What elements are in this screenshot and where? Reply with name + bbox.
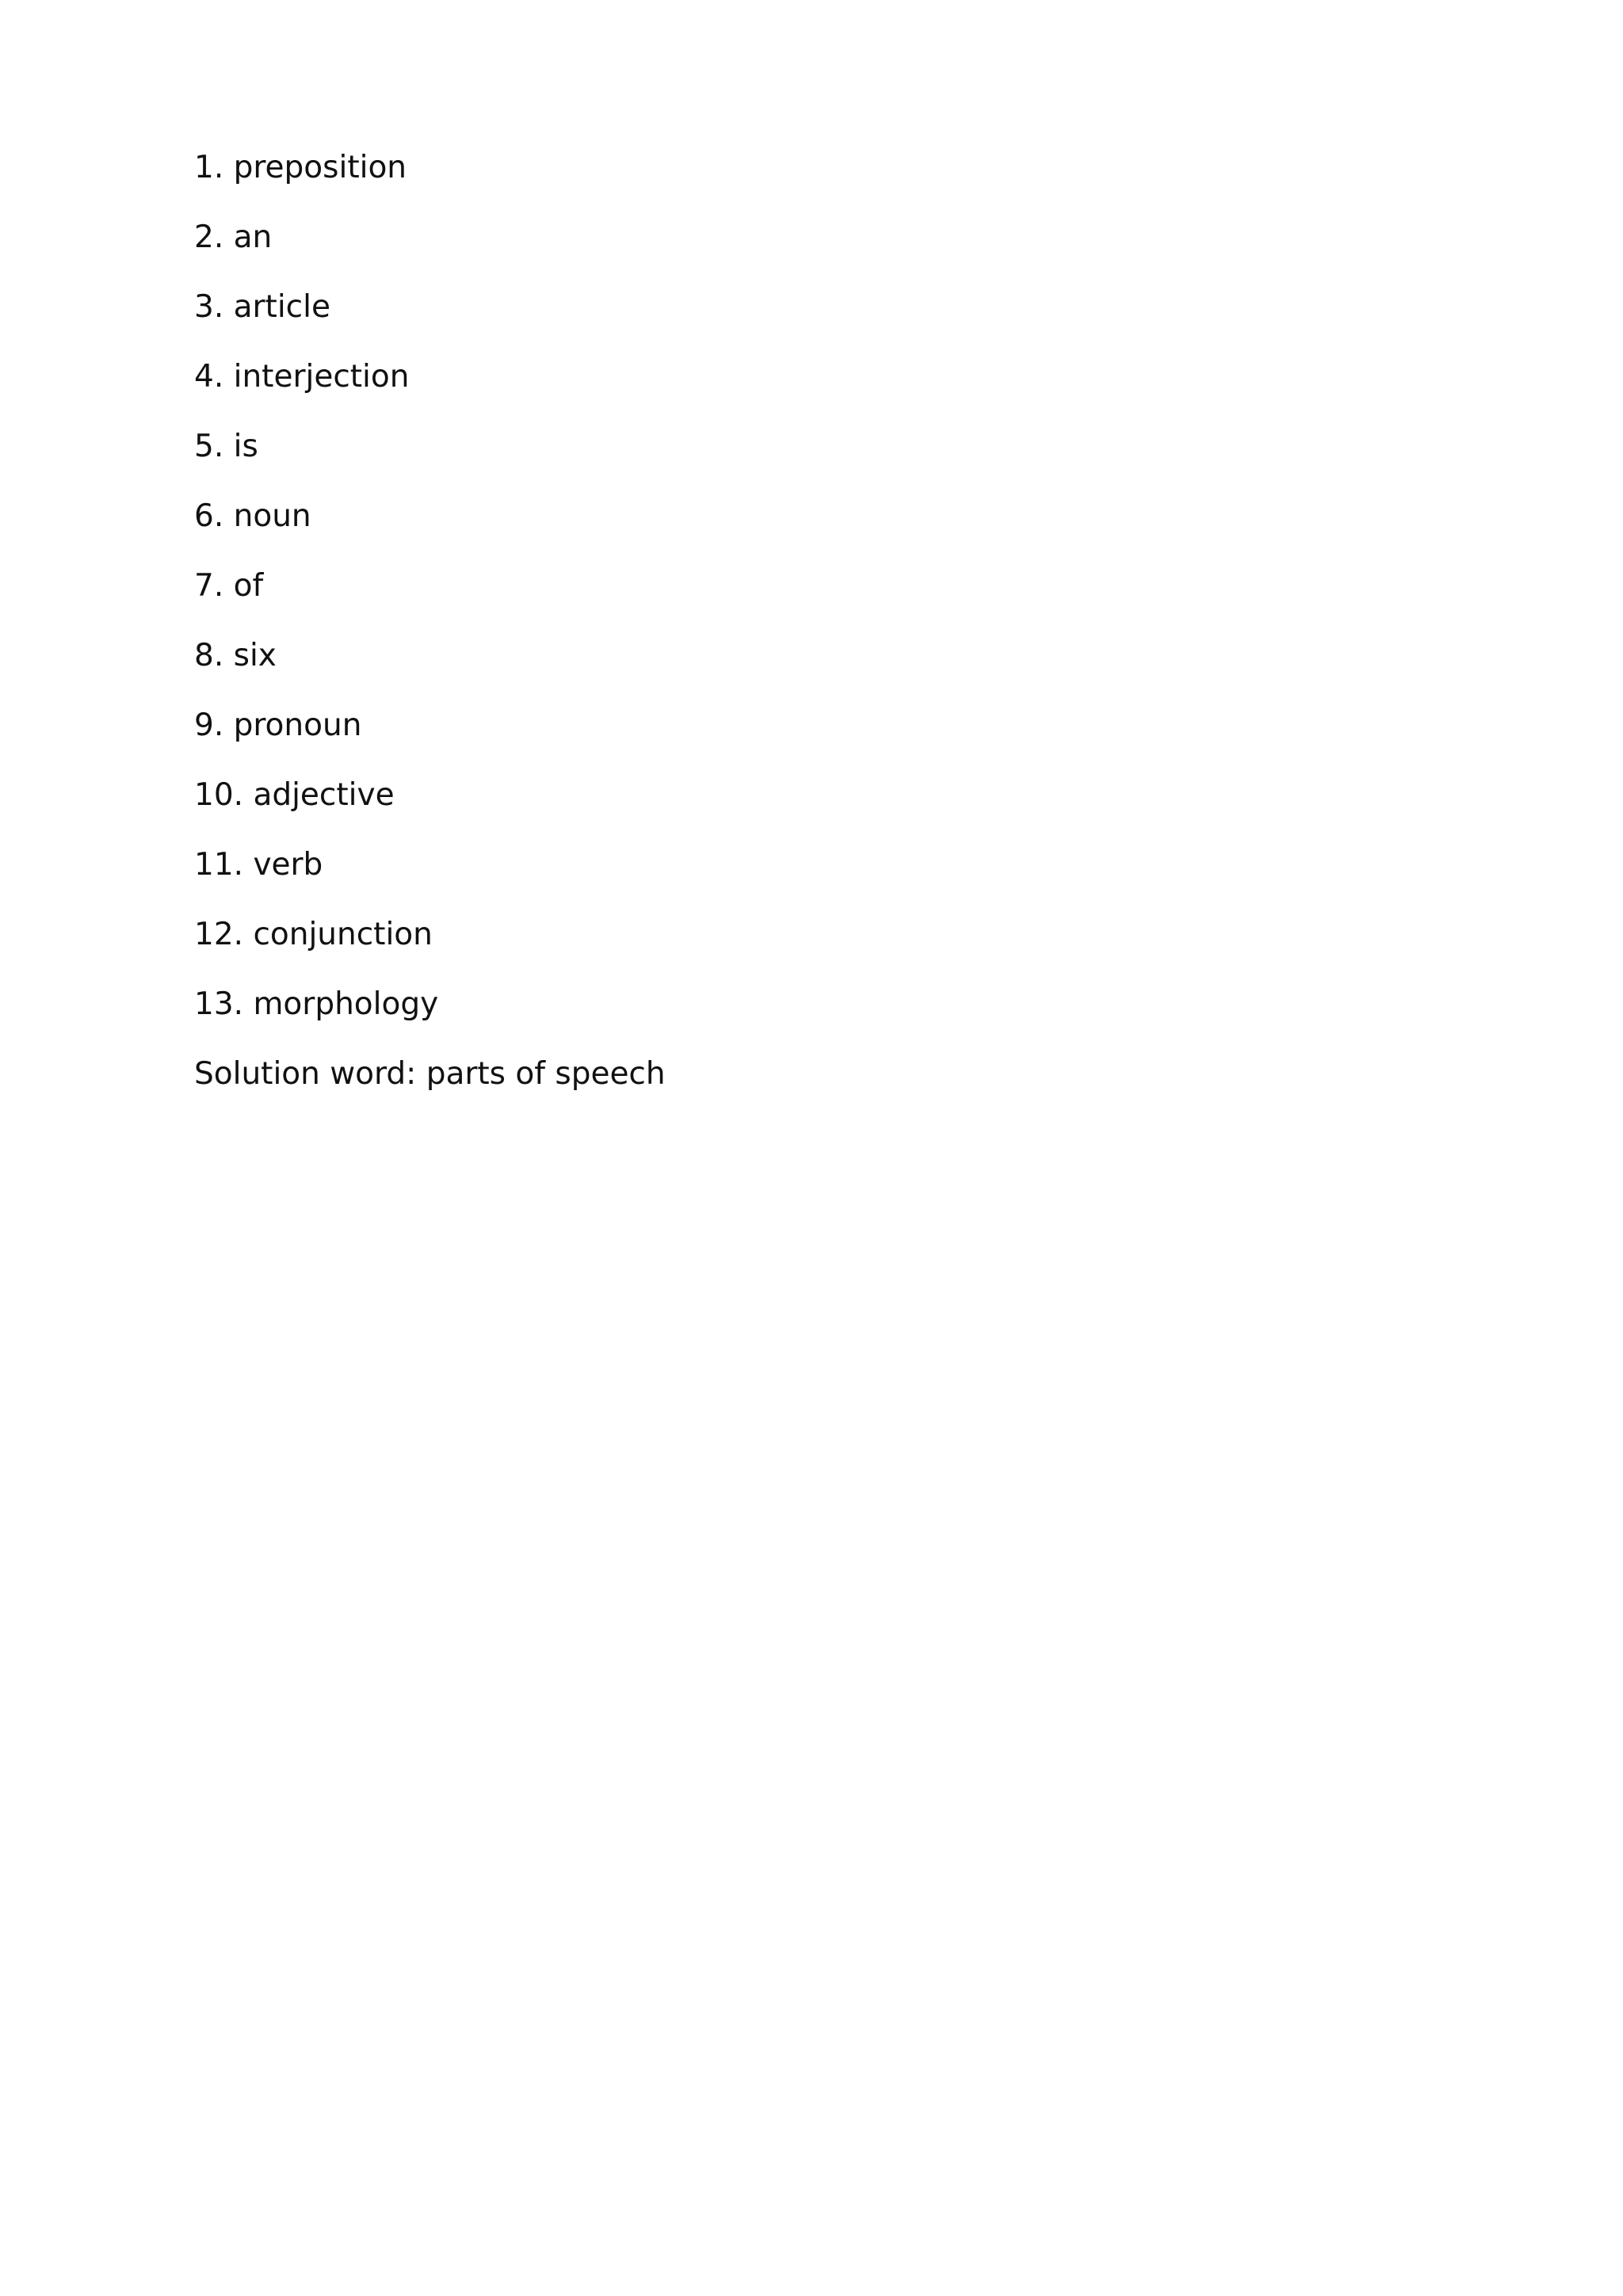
- answer-number: 6.: [194, 498, 224, 534]
- answer-word: an: [233, 219, 273, 255]
- answer-number: 5.: [194, 429, 224, 464]
- answer-number: 8.: [194, 638, 224, 673]
- answer-word: of: [233, 568, 264, 604]
- answer-number: 1.: [194, 150, 224, 185]
- answer-item: [194, 412, 666, 482]
- answer-number: 4.: [194, 359, 224, 395]
- answer-item: [194, 133, 666, 203]
- solution-label: Solution word:: [194, 1056, 417, 1092]
- answer-word: interjection: [233, 359, 410, 395]
- answer-number: 11.: [194, 847, 244, 883]
- answer-number: 9.: [194, 707, 224, 743]
- answer-word: conjunction: [253, 917, 433, 952]
- answer-word: morphology: [253, 986, 439, 1022]
- answer-item: [194, 551, 666, 621]
- answer-number: 2.: [194, 219, 224, 255]
- answer-item: [194, 900, 666, 970]
- answer-item: [194, 342, 666, 412]
- answer-word: verb: [253, 847, 323, 883]
- answer-item: [194, 621, 666, 691]
- answer-item: [194, 691, 666, 761]
- answer-word: preposition: [233, 150, 407, 185]
- answer-word: is: [233, 429, 258, 464]
- answer-number: 13.: [194, 986, 244, 1022]
- answer-item: [194, 970, 666, 1039]
- answer-word: pronoun: [233, 707, 362, 743]
- answer-list: [194, 133, 666, 1109]
- answer-number: 3.: [194, 289, 224, 325]
- answer-number: 10.: [194, 777, 244, 813]
- answer-word: adjective: [253, 777, 395, 813]
- answer-item: [194, 482, 666, 551]
- answer-item: [194, 761, 666, 830]
- answer-number: 7.: [194, 568, 224, 604]
- answer-number: 12.: [194, 917, 244, 952]
- answer-word: noun: [233, 498, 311, 534]
- solution-word-line: [194, 1039, 666, 1109]
- answer-item: [194, 203, 666, 273]
- answer-word: six: [233, 638, 277, 673]
- answer-item: [194, 830, 666, 900]
- solution-value: parts of speech: [426, 1056, 666, 1092]
- answer-item: [194, 273, 666, 342]
- answer-word: article: [233, 289, 330, 325]
